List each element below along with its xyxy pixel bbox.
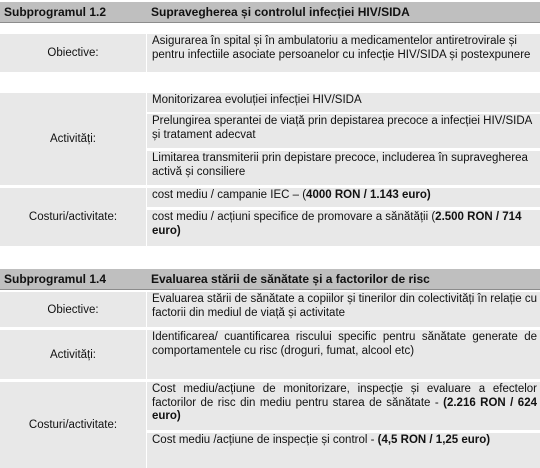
objectives-label-cell [0, 33, 146, 72]
costs-label: Costuri/activitate: [28, 419, 118, 431]
activity-text: Limitarea transmiterii prin depistare precoce, includerea în supravegherea activă și consiliere [152, 152, 528, 178]
activity-cell [147, 329, 540, 379]
cost-text: Cost mediu/acțiune de monitorizare, inspecție și evaluare a efectelor factorilor de risc din mediu pentru starea de sănătate - [152, 383, 537, 409]
objective-text: Asigurarea în spital și în ambulatoriu a medicamentelor antiretrovirale și pentru infectiile asociate persoanelor cu infecție HIV/SIDA și postexpunere [152, 35, 531, 61]
subprogram-code: Subprogramul 1.4 [4, 272, 107, 286]
section-header-1-2 [0, 2, 540, 23]
subprogram-title: Supravegherea și controlul infecției HIV/SIDA [151, 5, 410, 19]
cost-value: 4000 RON / 1.143 euro) [306, 189, 431, 201]
cost-cell-1 [147, 187, 540, 207]
activity-text: Monitorizarea evoluției infecției HIV/SIDA [152, 94, 362, 106]
objective-cell [147, 291, 540, 327]
cost-cell-2 [147, 209, 540, 246]
objectives-label: Obiective: [47, 303, 99, 316]
cost-text: cost mediu / acțiuni specifice de promovare a sănătății ( [152, 211, 436, 223]
objectives-label-cell [0, 291, 146, 327]
objective-cell [147, 33, 540, 72]
activities-label-cell [0, 92, 146, 185]
cost-value: (4,5 RON / 1,25 euro) [377, 434, 491, 446]
cost-value: 2.500 RON / 714 euro) [152, 211, 522, 237]
costs-label-cell [0, 187, 146, 246]
activity-cell-3 [147, 150, 540, 185]
activities-label: Activități: [49, 348, 96, 361]
cost-cell-2 [147, 432, 540, 468]
cost-text: Cost mediu /acțiune de inspecție și control - [152, 434, 378, 446]
cost-value: (2.216 RON / 624 euro) [152, 396, 537, 422]
cost-cell-1 [147, 381, 540, 430]
costs-label: Costuri/activitate: [28, 211, 118, 223]
activities-label-cell [0, 329, 146, 379]
section-header-1-4 [0, 269, 540, 290]
subprogram-code: Subprogramul 1.2 [4, 5, 107, 19]
activity-cell-2 [147, 113, 540, 148]
costs-label-cell [0, 381, 146, 468]
cost-text: cost mediu / campanie IEC – ( [152, 189, 307, 201]
subprogram-title: Evaluarea stării de sănătate și a factorilor de risc [151, 272, 430, 286]
objectives-label: Obiective: [47, 47, 99, 59]
activity-text: Prelungirea sperantei de viață prin depistarea precoce a infecției HIV/SIDA și tratament adecvat [152, 115, 532, 141]
objective-text: Evaluarea stării de sănătate a copiilor și tinerilor din colectivități în relație cu factorii din mediul de viață și activitate [152, 293, 537, 319]
activity-text: Identificarea/ cuantificarea riscului specific pentru sănătate generate de comportamentele cu risc (droguri, fumat, alcool etc) [152, 331, 537, 357]
activities-label: Activități: [49, 133, 96, 145]
activity-cell-1 [147, 92, 540, 112]
